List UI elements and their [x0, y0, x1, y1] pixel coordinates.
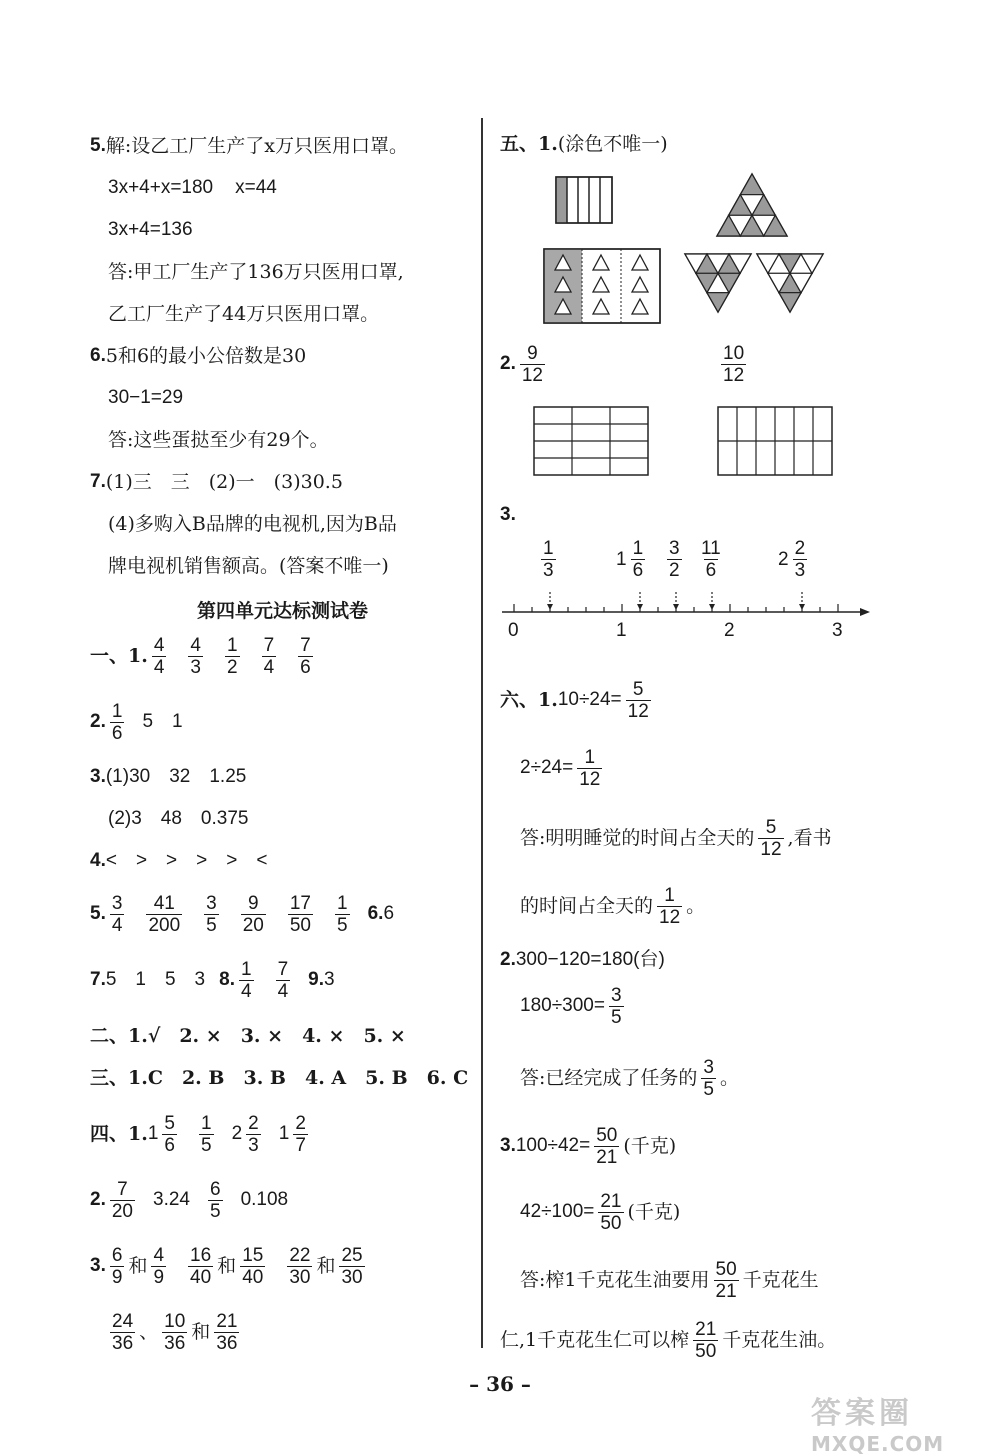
s3-label: 3.	[90, 766, 106, 787]
q5-answer-2: 乙工厂生产了44万只医用口罩。	[108, 303, 380, 325]
inverted-triangle-figure-1	[683, 252, 753, 314]
number-line-mark-label: $\frac{11}{6}$	[701, 538, 721, 581]
q7-line	[90, 470, 343, 494]
six1-answer-1	[520, 814, 832, 862]
fraction: $\frac{7}{4}$	[263, 634, 275, 678]
four3-line	[90, 1242, 369, 1290]
s2-line	[90, 698, 183, 746]
mixed-number: 1 $\frac{2}{7}$	[278, 1112, 306, 1156]
q5-eq1: 3x+4+x=180	[108, 177, 214, 198]
fraction: $\frac{1}{5}$	[337, 892, 348, 936]
five-line	[500, 132, 668, 156]
four3-label: 3.	[90, 1255, 106, 1276]
four-label: 四、1.	[90, 1123, 148, 1145]
fraction: $\frac{6}{9}$	[111, 1244, 123, 1288]
mixed-number: 2 $\frac{2}{3}$	[231, 1112, 259, 1156]
number-line-pointer-head	[637, 604, 643, 610]
number-line-mark-label: 1 $\frac{1}{6}$	[616, 538, 644, 581]
six2-line1	[500, 948, 665, 972]
six1-line2	[520, 744, 606, 792]
four2-end: 0.108	[240, 1189, 289, 1210]
s3-text-1: (1)30 32 1.25	[105, 766, 247, 787]
number-line-tick-label: 1	[616, 620, 627, 641]
six1-ans-d: 。	[686, 895, 706, 917]
six-label: 六、1.	[500, 689, 558, 711]
s9-value: 3	[324, 969, 335, 990]
q5-line	[90, 134, 408, 158]
six3-answer-2	[500, 1316, 836, 1364]
four2-label: 2.	[90, 1189, 106, 1210]
six3-line2	[520, 1188, 680, 1236]
five-label: 五、1.	[500, 133, 558, 155]
q7-label: 7.	[90, 471, 106, 492]
six1-eq1: 10÷24=	[557, 689, 622, 710]
nine-triangles-box-figure	[543, 248, 661, 324]
number-line-arrow	[860, 608, 870, 616]
six3-ans-c: 仁,1千克花生仁可以榨	[500, 1329, 690, 1351]
q7-4-line2: 牌电视机销售额高。(答案不唯一)	[108, 555, 389, 577]
q2-line	[500, 340, 549, 388]
s1-label: 一、1.	[90, 645, 148, 667]
q5-label: 5.	[90, 135, 106, 156]
six1-answer-2	[520, 882, 705, 930]
watermark-small: MXQE.COM	[811, 1432, 945, 1456]
two-text: √ 2. × 3. × 4. × 5. ×	[147, 1025, 406, 1047]
number-line-pointer-head	[709, 604, 715, 610]
s7-line	[90, 956, 335, 1004]
fraction: $\frac{10}{36}$	[164, 1310, 186, 1354]
q6-text: 5和6的最小公倍数是30	[105, 345, 307, 367]
six3-ans-d: 千克花生油。	[722, 1329, 837, 1351]
s7-label: 7.	[90, 969, 106, 990]
s7-values: 5 1 5 3	[105, 969, 206, 990]
fraction: $\frac{5}{12}$	[627, 678, 649, 722]
q6-label: 6.	[90, 345, 106, 366]
six1-line1	[500, 676, 655, 724]
and-word: 和	[217, 1255, 237, 1277]
number-line-pointer-head	[547, 604, 553, 610]
striped-rectangle-figure	[555, 176, 613, 224]
number-line-mark-label: $\frac{1}{3}$	[543, 538, 554, 581]
fraction: $\frac{1}{4}$	[241, 958, 252, 1002]
q6-line	[90, 344, 306, 368]
s2-label: 2.	[90, 711, 106, 732]
four2-mid: 3.24	[153, 1189, 190, 1210]
triangle-grid-figure	[715, 172, 789, 238]
number-line-pointer-head	[673, 604, 679, 610]
number-line-pointer-head	[799, 604, 805, 610]
fraction: $\frac{1}{12}$	[659, 884, 681, 928]
number-line-tick-label: 0	[508, 620, 519, 641]
and-word: 和	[316, 1255, 336, 1277]
six2-answer	[520, 1054, 739, 1102]
q5-eq1-line	[108, 176, 277, 200]
s8-label: 8.	[219, 969, 235, 990]
fraction: $\frac{1}{2}$	[227, 634, 238, 678]
fraction: $\frac{9}{20}$	[242, 892, 264, 936]
fraction: $\frac{4}{4}$	[153, 634, 165, 678]
q6-answer: 答:这些蛋挞至少有29个。	[108, 429, 329, 451]
six3-ans-b: 千克花生	[742, 1269, 819, 1291]
and-word: 和	[128, 1255, 148, 1277]
s3-text-2: (2)3 48 0.375	[108, 808, 249, 829]
s4-label: 4.	[90, 850, 106, 871]
q5-eq1b: x=44	[235, 177, 277, 198]
six3-answer-1	[520, 1256, 819, 1304]
six1-ans-a: 答:明明睡觉的时间占全天的	[520, 827, 755, 849]
fraction: $\frac{21}{36}$	[216, 1310, 238, 1354]
four1-line	[90, 1110, 312, 1158]
six3-unit: (千克)	[623, 1135, 677, 1157]
six2-line2	[520, 982, 628, 1030]
q5-answer-1: 答:甲工厂生产了136万只医用口罩,	[108, 261, 404, 283]
watermark-big: 答案圈	[811, 1396, 913, 1431]
number-line-tick-label: 3	[832, 620, 843, 641]
q2-label: 2.	[500, 353, 516, 374]
fraction: $\frac{41}{200}$	[148, 892, 181, 936]
s4-text: < > > > > <	[105, 850, 268, 871]
section-three-line	[90, 1066, 468, 1090]
s2-rest: 5 1	[142, 711, 183, 732]
fraction: $\frac{3}{5}$	[610, 984, 622, 1028]
fraction: $\frac{24}{36}$	[112, 1310, 134, 1354]
mixed-number: $\frac{1}{5}$	[201, 1112, 212, 1156]
q2-frac2-line	[717, 340, 750, 388]
six2-label: 2.	[500, 949, 516, 970]
s9-label: 9.	[308, 969, 325, 990]
number-line-tick-labels	[500, 620, 900, 644]
six3-unit: (千克)	[627, 1201, 681, 1223]
four2-line	[90, 1176, 288, 1224]
fraction: $\frac{9}{12}$	[521, 342, 543, 386]
s1-line	[90, 632, 317, 680]
six2-eq1: 300−120=180(台)	[515, 949, 665, 970]
six1-ans-c: 的时间占全天的	[520, 895, 654, 917]
four3-line2	[106, 1308, 243, 1356]
six3-eq1: 100÷42=	[515, 1135, 591, 1156]
inverted-triangle-figure-2	[755, 252, 825, 314]
column-divider	[481, 118, 483, 1348]
q3-line	[500, 503, 516, 527]
section-two-line	[90, 1024, 406, 1048]
fraction: $\frac{21}{50}$	[600, 1190, 622, 1234]
q3-label: 3.	[500, 504, 516, 525]
q5-text: 解:设乙工厂生产了x万只医用口罩。	[105, 135, 408, 157]
fraction: $\frac{1}{6}$	[111, 700, 123, 744]
s5-line	[90, 890, 394, 938]
six3-line1	[500, 1122, 676, 1170]
six2-ans: 答:已经完成了任务的	[520, 1067, 698, 1089]
fraction: $\frac{1}{12}$	[579, 746, 601, 790]
six3-label: 3.	[500, 1135, 516, 1156]
two-label: 二、1.	[90, 1025, 148, 1047]
fraction: $\frac{10}{12}$	[723, 342, 745, 386]
grid-rect-columns-figure	[717, 406, 833, 476]
watermark-logo	[811, 1388, 986, 1456]
s6-label: 6.	[367, 903, 384, 924]
fraction: $\frac{5}{12}$	[760, 816, 782, 860]
fraction: $\frac{50}{21}$	[596, 1124, 618, 1168]
fraction: $\frac{25}{30}$	[341, 1244, 363, 1288]
number-line-mark-label: $\frac{3}{2}$	[669, 538, 680, 581]
six3-eq2: 42÷100=	[520, 1201, 595, 1222]
fraction: $\frac{17}{50}$	[289, 892, 311, 936]
six2-end: 。	[719, 1067, 739, 1089]
s6-value: 6	[383, 903, 395, 924]
q7-text: (1)三 三 (2)一 (3)30.5	[105, 471, 343, 493]
fraction: $\frac{3}{5}$	[703, 1056, 714, 1100]
fraction: $\frac{4}{9}$	[153, 1244, 165, 1288]
fraction: $\frac{7}{4}$	[277, 958, 289, 1002]
six1-eq2: 2÷24=	[520, 757, 574, 778]
fraction: $\frac{16}{40}$	[190, 1244, 212, 1288]
fraction: $\frac{6}{5}$	[209, 1178, 221, 1222]
six2-eq2: 180÷300=	[520, 995, 605, 1016]
six3-ans-a: 答:榨1千克花生油要用	[520, 1269, 710, 1291]
number-line-labels	[500, 538, 900, 588]
fraction: $\frac{3}{4}$	[111, 892, 123, 936]
comma-mark: 、	[139, 1321, 159, 1343]
grid-rect-rows-figure	[533, 406, 649, 476]
fraction: $\frac{50}{21}$	[715, 1258, 737, 1302]
unit-title: 第四单元达标测试卷	[196, 600, 368, 622]
fraction: $\frac{7}{6}$	[300, 634, 311, 678]
s5-label: 5.	[90, 903, 106, 924]
s3-line1	[90, 765, 246, 789]
s4-line	[90, 849, 267, 873]
fraction: $\frac{7}{20}$	[111, 1178, 133, 1222]
q5-eq2: 3x+4=136	[108, 219, 193, 240]
three-label: 三、1.	[90, 1067, 148, 1089]
fraction: $\frac{22}{30}$	[289, 1244, 311, 1288]
fraction: $\frac{21}{50}$	[695, 1318, 717, 1362]
page-number: – 36 –	[469, 1372, 531, 1396]
number-line-tick-label: 2	[724, 620, 735, 641]
three-text: C 2. B 3. B 4. A 5. B 6. C	[147, 1067, 469, 1089]
five-text: (涂色不唯一)	[557, 133, 668, 155]
fraction: $\frac{15}{40}$	[242, 1244, 264, 1288]
and-word: 和	[191, 1321, 211, 1343]
number-line-mark-label: 2 $\frac{2}{3}$	[778, 538, 806, 581]
six1-ans-b: ,看书	[787, 827, 832, 849]
q7-4-line1: (4)多购入B品牌的电视机,因为B品	[108, 513, 397, 535]
mixed-number: 1 $\frac{5}{6}$	[147, 1112, 175, 1156]
fraction: $\frac{3}{5}$	[206, 892, 217, 936]
q6-eq: 30−1=29	[108, 387, 184, 408]
fraction: $\frac{4}{3}$	[190, 634, 201, 678]
